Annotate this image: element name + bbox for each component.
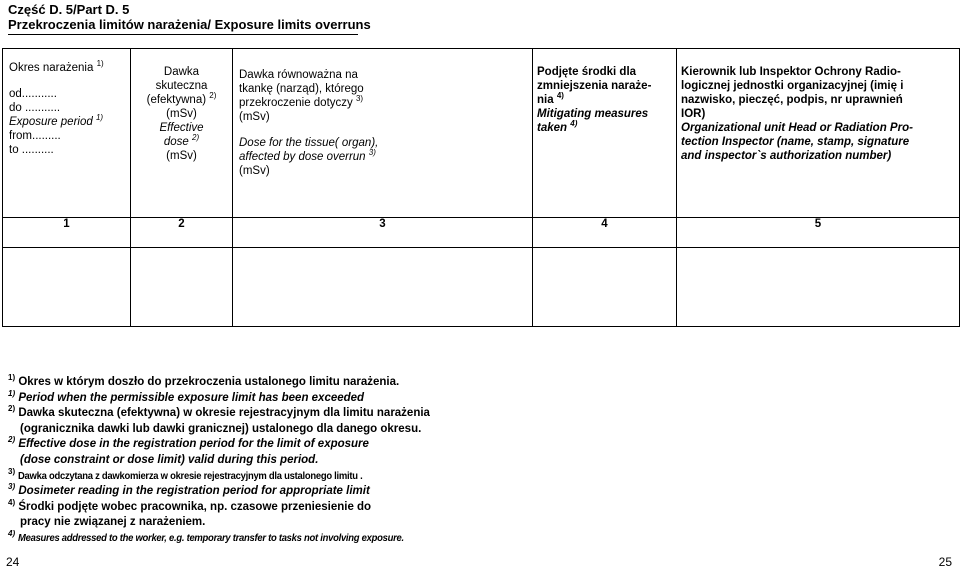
footnote: $^{2)}$ Dawka skuteczna (efektywna) w okresie rejestracyjnym dla limitu narażenia xyxy=(8,404,430,420)
header-effective-dose: Dawka skuteczna (efektywna) $^{2)}$ (mSv) Effective dose $^{2)}$ (mSv) xyxy=(131,49,233,218)
entry-row xyxy=(3,248,960,327)
footnote: (dose constraint or dose limit) valid during this period. xyxy=(20,453,319,466)
footnote: $^{4)}$ Środki podjęte wobec pracownika, np. czasowe przeniesienie do xyxy=(8,497,372,513)
footnote: $^{3)}$ Dawka odczytana z dawkomierza w okresie rejestracyjnym dla ustalonego limitu . xyxy=(8,466,363,482)
entry-cell-measures[interactable] xyxy=(533,248,677,327)
overrun-table xyxy=(2,48,960,327)
footnote: $^{3)}$ Dosimeter reading in the registration period for appropriate limit xyxy=(8,482,370,498)
column-number: 2 xyxy=(131,218,233,248)
footnote: $^{1)}$ Period when the permissible exposure limit has been exceeded xyxy=(8,388,365,404)
page-number-right: 25 xyxy=(938,555,952,569)
footnote: pracy nie związanej z narażeniem. xyxy=(20,516,206,529)
footnote: $^{4)}$ Measures addressed to the worker, e.g. temporary transfer to tasks not involving exposure. xyxy=(8,529,405,544)
title-underline xyxy=(8,34,358,35)
section-title: Część D. 5/Part D. 5 xyxy=(8,2,130,17)
column-number: 3 xyxy=(233,218,533,248)
section-subtitle: Przekroczenia limitów narażenia/ Exposure limits overruns xyxy=(8,17,371,32)
footnote: (ogranicznika dawki lub dawki granicznej) ustalonego dla danego okresu. xyxy=(20,422,422,435)
footnotes xyxy=(8,375,447,547)
page-number-left: 24 xyxy=(6,555,20,569)
footnote: $^{2)}$ Effective dose in the registration period for the limit of exposure xyxy=(8,435,369,451)
footnote: $^{1)}$ Okres w którym doszło do przekroczenia ustalonego limitu narażenia. xyxy=(8,373,400,388)
entry-cell-equivalent-dose[interactable] xyxy=(233,248,533,327)
header-mitigating-measures: Podjęte środki dla zmniejszenia naraże- nia $^{4)}$ Mitigating measures taken $^{4)}$ xyxy=(533,49,677,218)
entry-cell-inspector[interactable] xyxy=(677,248,960,327)
header-inspector: Kierownik lub Inspektor Ochrony Radio- logicznej jednostki organizacyjnej (imię i nazwisko, pieczęć, podpis, nr uprawnień IOR) Organizational unit Head or Radiation Pro- tection Inspector (name, stamp, signature and inspector`s authorization number) xyxy=(677,49,960,218)
column-number: 4 xyxy=(533,218,677,248)
header-exposure-period: Okres narażenia $^{1)}$ od........... do ........... Exposure period $^{1)}$ from......... to .......... xyxy=(3,49,131,218)
column-number: 5 xyxy=(677,218,960,248)
column-number: 1 xyxy=(3,218,131,248)
entry-cell-period[interactable] xyxy=(3,248,131,327)
column-number-row xyxy=(3,218,960,248)
entry-cell-effective-dose[interactable] xyxy=(131,248,233,327)
table-header-row xyxy=(3,49,960,218)
header-equivalent-dose: Dawka równoważna na tkankę (narząd), którego przekroczenie dotyczy $^{3)}$ (mSv) Dose for the tissue( organ), affected by dose overrun $^{3)}$ (mSv) xyxy=(233,49,533,218)
